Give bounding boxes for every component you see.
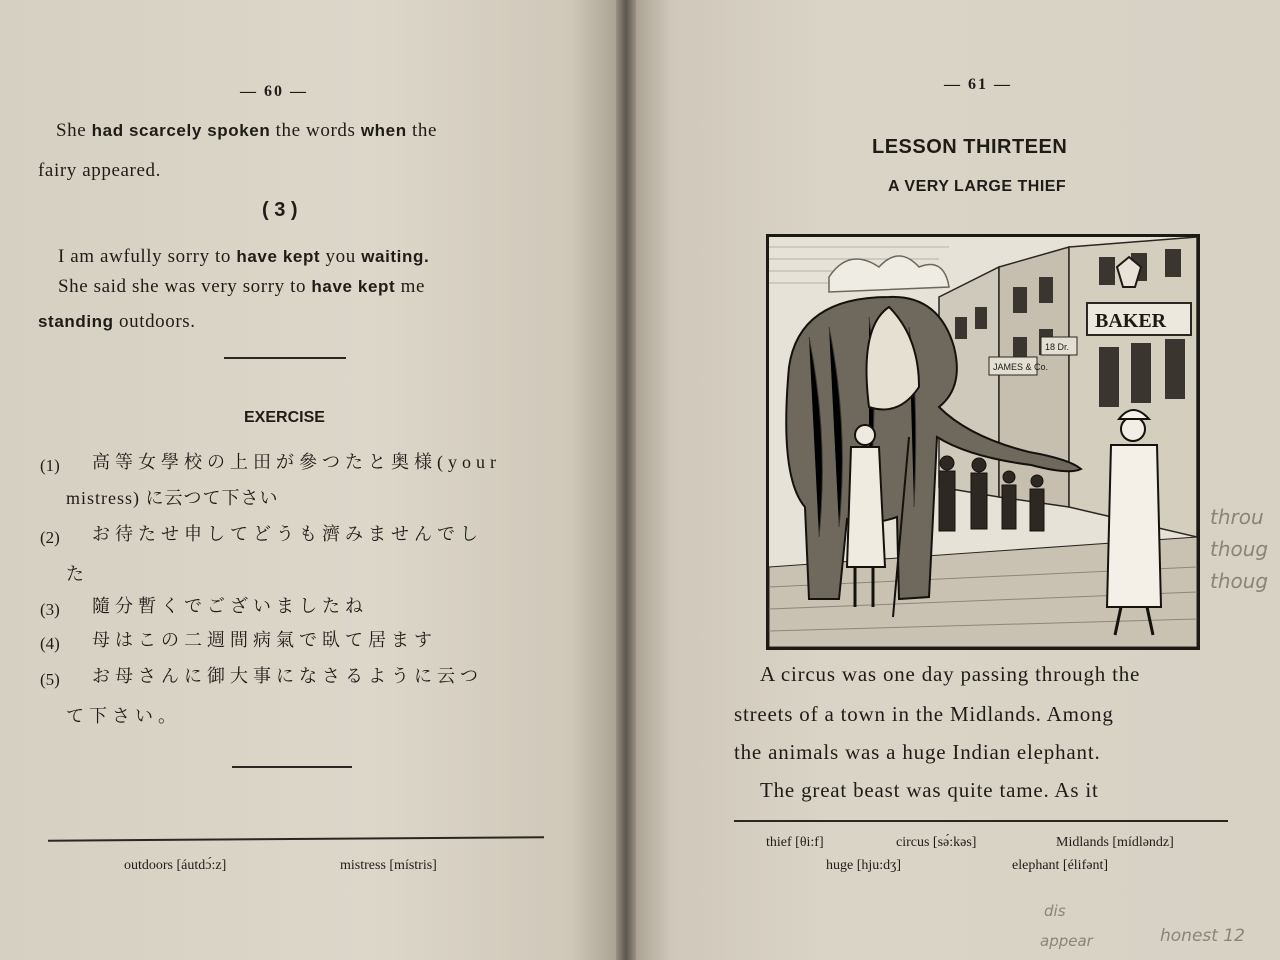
- story-line-2: streets of a town in the Midlands. Among: [734, 702, 1114, 726]
- text-span: She: [56, 120, 92, 141]
- shop-sign-james: JAMES & Co.: [993, 362, 1049, 372]
- bold-phrase: had scarcely spoken: [91, 121, 271, 140]
- footnote-outdoors: outdoors [áutdɔ́:z]: [124, 858, 227, 873]
- text-span: outdoors.: [113, 311, 196, 332]
- exercise-3-number: (3): [40, 600, 60, 619]
- bold-phrase: have kept: [236, 247, 321, 266]
- bold-phrase: waiting.: [361, 247, 430, 266]
- handwritten-note: thoug: [1210, 569, 1269, 593]
- text-span: you: [320, 246, 362, 267]
- footnote-rule: [734, 820, 1228, 822]
- handwritten-note: honest 12: [1160, 926, 1245, 946]
- section-divider: [224, 357, 346, 359]
- text-span: the words: [270, 120, 361, 141]
- bold-phrase: when: [360, 121, 407, 140]
- page-number-61: — 61 —: [944, 76, 1012, 93]
- footnote-thief: thief [θi:f]: [766, 835, 824, 850]
- lesson-title: LESSON THIRTEEN: [872, 136, 1068, 158]
- exercise-4-number: (4): [40, 634, 60, 653]
- exercise-1-line-2: mistress) に云つて下さい: [66, 488, 279, 508]
- handwritten-note: dis: [1044, 902, 1066, 920]
- illustration-drawing: [769, 237, 1197, 647]
- baker-sign: BAKER: [1095, 310, 1167, 332]
- exercise-3-line-1: 隨分暫くでございましたね: [92, 596, 368, 616]
- footnote-huge: huge [hju:dʒ]: [826, 858, 902, 873]
- footnote-mistress: mistress [místris]: [340, 858, 437, 873]
- book-gutter: [616, 0, 636, 960]
- section-3-heading: ( 3 ): [262, 199, 298, 221]
- footnote-midlands: Midlands [mídləndz]: [1056, 835, 1174, 850]
- shop-sign-number: 18 Dr.: [1045, 342, 1070, 352]
- handwritten-note: throu: [1210, 505, 1264, 529]
- section-divider: [232, 766, 352, 768]
- paragraph-1-line-2: fairy appeared.: [38, 160, 161, 181]
- exercise-1-number: (1): [40, 456, 60, 475]
- exercise-5-number: (5): [40, 670, 60, 689]
- paragraph-1-line-1: [56, 114, 536, 147]
- exercise-5-line-2: て下さい。: [66, 706, 181, 726]
- lesson-subtitle: A VERY LARGE THIEF: [888, 178, 1067, 195]
- story-line-3: the animals was a huge Indian elephant.: [734, 740, 1101, 764]
- bold-phrase: have kept: [311, 277, 396, 296]
- paragraph-2-line-2: [58, 270, 425, 303]
- paragraph-2-line-1: [58, 240, 429, 273]
- exercise-1-line-1: 高等女學校の上田が參つたと奥様(your: [92, 452, 501, 472]
- footnote-circus: circus [sə́:kəs]: [896, 835, 977, 850]
- text-span: me: [395, 276, 426, 297]
- handwritten-note: thoug: [1210, 537, 1269, 561]
- exercise-4-line-1: 母はこの二週間病氣で臥て居ます: [92, 630, 437, 650]
- story-line-4: The great beast was quite tame. As it: [760, 778, 1099, 802]
- exercise-2-line-2: た: [66, 564, 89, 584]
- exercise-2-line-1: お待たせ申してどうも濟みませんでし: [92, 524, 483, 544]
- bold-phrase: standing: [38, 312, 114, 331]
- elephant-street-illustration: [766, 234, 1200, 650]
- handwritten-note: appear: [1040, 932, 1093, 950]
- paragraph-2-line-3: [38, 305, 196, 338]
- text-span: She said she was very sorry to: [58, 276, 312, 297]
- text-span: the: [406, 120, 438, 141]
- exercise-5-line-1: お母さんに御大事になさるように云つ: [92, 666, 483, 686]
- exercise-heading: EXERCISE: [244, 409, 325, 426]
- text-span: I am awfully sorry to: [58, 246, 237, 267]
- story-line-1: A circus was one day passing through the: [760, 662, 1141, 686]
- page-number-60: — 60 —: [240, 83, 308, 100]
- footnote-elephant: elephant [élifənt]: [1012, 858, 1109, 873]
- exercise-2-number: (2): [40, 528, 60, 547]
